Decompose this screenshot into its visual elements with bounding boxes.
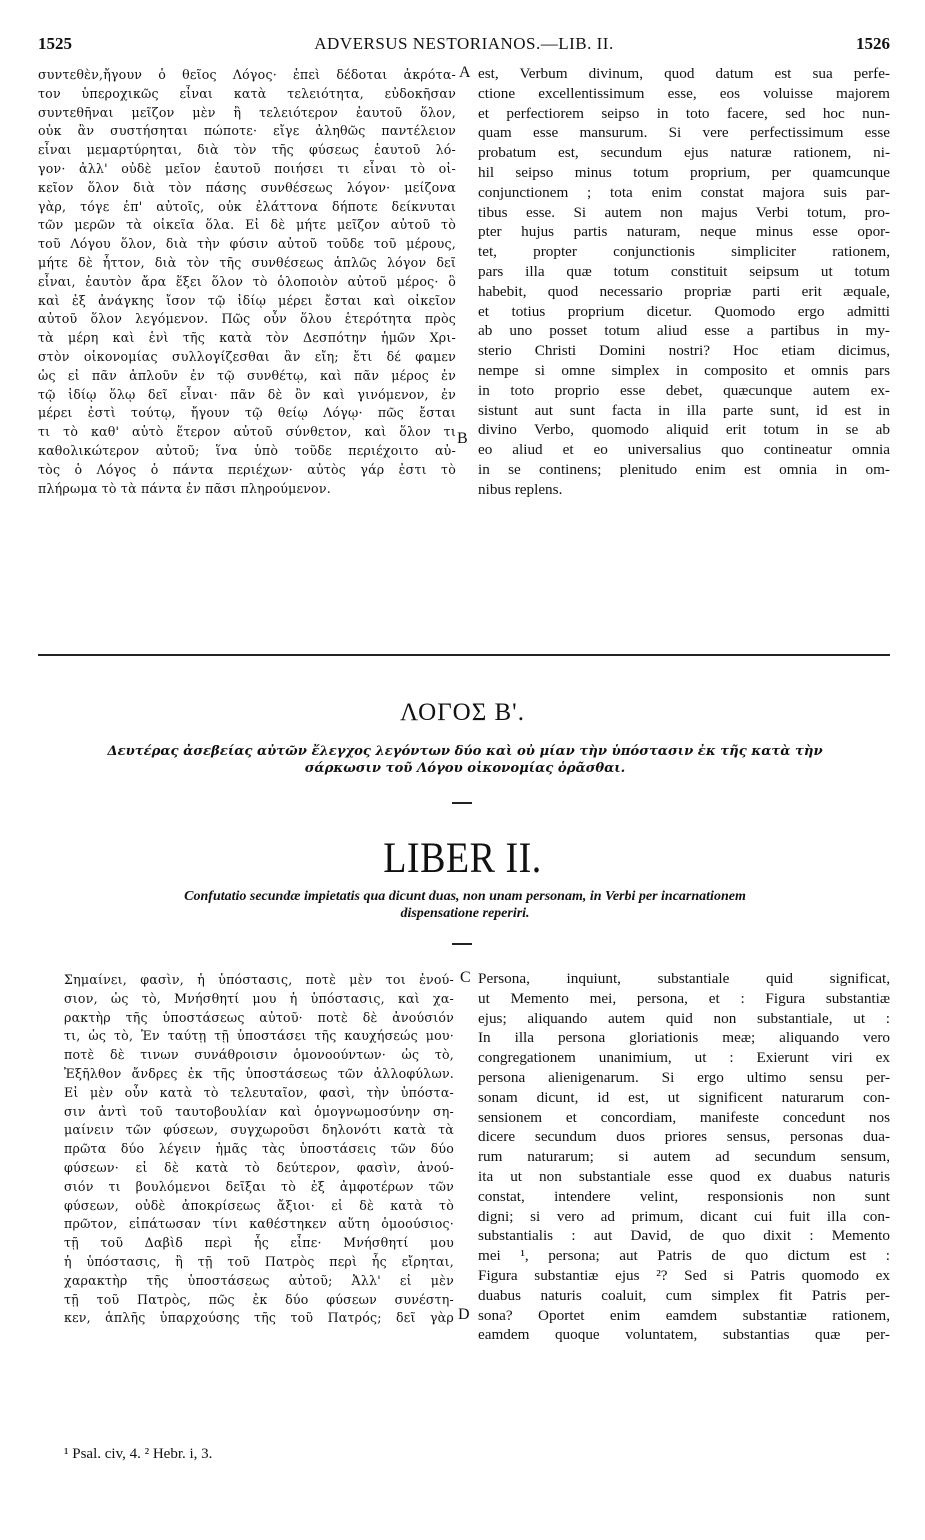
text-line: ejus; aliquando autem quid non substantiale, ut : (478, 1009, 890, 1027)
text-line: στὸν οἰκονομίας συλλογίζεσθαι ἂν εἴη; ἔτι δέ φαμεν (38, 348, 456, 364)
text-line: καὶ ἐξ ἀνάγκης ἴσον τῷ ἰδίῳ μέρει ἔσται καὶ οἰκεῖον (38, 292, 456, 308)
text-line: σιν ἀντὶ τοῦ ταυτοβουλίαν καὶ ὁμογνωμοσύνην ση- (64, 1103, 454, 1119)
text-line: εἶναι μεμαρτύρηται, διὰ τὸν τῆς φύσεως ἑαυτοῦ λό- (38, 142, 456, 158)
running-title: ADVERSUS NESTORIANOS.—LIB. II. (314, 34, 614, 53)
bottom-greek-column (64, 971, 454, 1328)
text-line: persona alienigenarum. Si ergo ultimo sensu per- (478, 1068, 890, 1086)
margin-letter-a: A (459, 64, 471, 81)
margin-letter-c: C (460, 969, 471, 986)
greek-book-subtitle (60, 743, 870, 777)
text-line: Persona, inquiunt, substantiale quid significat, (478, 970, 890, 987)
text-line: rum naturarum; si autem ad secundum sensum, (478, 1148, 890, 1166)
text-line: χαρακτὴρ τῆς ὑποστάσεως αὐτοῦ; Ἀλλ' εἰ μὲν (64, 1272, 454, 1288)
text-line: ρακτὴρ τῆς ὑποστάσεως αὐτοῦ· ποτὲ δὲ ἀνούσιόν (64, 1009, 454, 1025)
text-line: sensionem et concordiam, manifeste concedunt nos (478, 1108, 890, 1126)
subtitle-line: dispensatione reperiri. (400, 905, 530, 921)
text-line: est, Verbum divinum, quod datum est sua perfe- (478, 65, 890, 82)
text-line: conjunctionem ; tota enim constat majora suis par- (478, 183, 890, 201)
text-line: nempe si omne simplex in composito et omnis pars (478, 361, 890, 379)
page-number-left: 1525 (38, 34, 72, 53)
text-line: οὐκ ἂν συστήσηται πώποτε· εἴγε ἀληθῶς παντέλειον (38, 123, 456, 139)
text-line: κεῖον ὅλον διὰ τὸν πάσης συνθέσεως λόγον· μείζονα (38, 179, 456, 195)
text-line: sterio Christi Domini nostri? Hoc etiam dicimus, (478, 342, 890, 360)
text-line: αὐτοῦ ὅλον λεγόμενον. Πῶς οὖν ὅλου ἑτερότητα πρὸς (38, 311, 456, 327)
text-line: ab uno posset totum aliud esse a partibus in my- (478, 322, 890, 340)
text-line: μαίνειν τῶν φύσεων, συγχωροῦσι δηλονότι κατὰ τὰ (64, 1122, 454, 1138)
text-line: εἶναι, ἑαυτὸν ἄρα ἕξει ὅλον τὸ ὁλοποιὸν αὐτοῦ μέρος· ὃ (38, 273, 456, 289)
text-line: sistunt aut sunt facta in illa parte sunt, id est in (478, 401, 890, 419)
text-line: nibus replens. (478, 480, 563, 498)
margin-letter-b: B (457, 430, 468, 447)
text-line: substantialis : aut David, de quo dixit : Memento (478, 1227, 890, 1245)
text-line: et totius proprium dicetur. Quomodo ergo admitti (478, 302, 890, 320)
page-number-right: 1526 (856, 34, 890, 53)
text-line: eo aliud et eo universalius quo contineatur omnia (478, 441, 890, 459)
latin-book-title: LIBER II. (383, 833, 542, 883)
text-line: τι τὸ καθ' αὑτὸ ἕτερον αὐτοῦ σύνθετον, καὶ ὅλον τι (38, 424, 456, 440)
text-line: τὸς ὁ Λόγος ὁ πάντα περιέχων· αὐτὸς γάρ ἐστι τὸ (38, 461, 456, 477)
text-line: συντεθὲν,ἤγουν ὁ θεῖος Λόγος· ἐπεὶ δέδοται ἀκρότα- (38, 67, 456, 82)
text-line: μήτε δὲ ἧττον, διὰ τὸν τῆς συνθέσεως ἁπλῶς λόγον δεῖ (38, 254, 456, 270)
text-line: probatum est, secundum ejus naturæ rationem, ni- (478, 144, 890, 162)
text-line: digni; si vero ad primum, dicant cui fuit illa con- (478, 1207, 890, 1225)
text-line: tibus esse. Si autem non majus Verbi totum, pro- (478, 203, 890, 221)
text-line: ctione excellentissimum esse, eos voluisse majorem (478, 84, 890, 102)
running-header (38, 34, 890, 56)
title-dash (452, 802, 472, 804)
text-line: habebit, quod necessario propriæ parti erit æquale, (478, 282, 890, 300)
text-line: τὰ μέρη καὶ ἑνὶ τῆς κατὰ τὸν Δεσπότην ἡμῶν Χρι- (38, 330, 456, 346)
text-line: dicere secundum duos priores sensus, personas dua- (478, 1128, 890, 1146)
subtitle-line: σάρκωσιν τοῦ Λόγου οἰκονομίας ὁρᾶσθαι. (304, 761, 626, 776)
text-line: γὰρ, τόγε ἐπ' αὐτοῖς, οὐκ ἐλάττονα δήποτε δείκνυται (38, 198, 456, 214)
text-line: καθολικώτερον αὐτοῦ; ἵνα ὑπὸ τοῦδε περιέχοιτο αὐ- (38, 442, 456, 458)
text-line: συντεθῆναι μεῖζον μὲν ἢ τελειότερον ἑαυτοῦ ὅλον, (38, 104, 456, 120)
text-line: ἡ ὑπόστασις, ἢ τῇ τοῦ Πατρὸς περὶ ἧς εἴρηται, (64, 1253, 454, 1269)
text-line: ὡς εἰ πᾶν ἁπλοῦν ἐν τῷ συνθέτῳ, καὶ πᾶν μέρος ἐν (38, 367, 456, 383)
text-line: sona? Oportet enim eamdem substantiæ rationem, (478, 1306, 890, 1324)
text-line: σιον, ὡς τὸ, Μνήσθητί μου ἡ ὑπόστασις, καὶ χα- (64, 990, 454, 1006)
text-line: τῶν μερῶν τὰ οἰκεῖα ὅλα. Εἰ δὲ μήτε μεῖζον αὐτοῦ τὸ (38, 217, 456, 233)
text-line: μέρει ἐστὶ τούτῳ, ἤγουν τῷ θείῳ Λόγῳ· πῶς ἔσται (38, 405, 456, 421)
subtitle-line: Confutatio secundæ impietatis qua dicunt duas, non unam personam, in Verbi per incarnationem (184, 889, 746, 904)
section-divider (38, 654, 890, 656)
text-line: Εἰ μὲν οὖν κατὰ τὸ τελευταῖον, φασὶ, τὴν ὑπόστα- (64, 1084, 454, 1100)
subtitle-line: Δευτέρας ἀσεβείας αὐτῶν ἔλεγχος λεγόντων δύο καὶ οὐ μίαν τὴν ὑπόστασιν ἐκ τῆς κατὰ τὴν (107, 744, 823, 759)
margin-letter-d: D (458, 1306, 470, 1323)
text-line: κεν, ἁπλῆς ὑπαρχούσης τῆς τοῦ Πατρός; δεῖ γὰρ (64, 1310, 454, 1326)
text-line: ita ut non substantiale esse quod ex duabus naturis (478, 1167, 890, 1185)
text-line: pter hujus partis naturam, neque minus esse opor- (478, 223, 890, 241)
text-line: tet, propter conjunctionis simpliciter rationem, (478, 243, 890, 261)
greek-book-title: ΛΟΓΟΣ Β'. (400, 699, 525, 726)
text-line: τι, ὡς τὸ, Ἐν ταύτῃ τῇ ὑποστάσει τῆς καυχήσεώς μου· (64, 1028, 454, 1044)
text-line: quam esse mansurum. Si vere perfectissimum esse (478, 124, 890, 142)
footnotes: ¹ Psal. civ, 4. ² Hebr. i, 3. (64, 1446, 213, 1462)
text-line: constat, intendere velint, responsionis non sunt (478, 1187, 890, 1205)
text-line: γον· ἀλλ' οὐδὲ μεῖον ἑαυτοῦ ποιήσει τι εἶναι τὸ οἰ- (38, 160, 456, 176)
text-line: πρῶτα δύο λέγειν ἡμᾶς τὰς ὑποστάσεις τῶν δύο (64, 1141, 454, 1157)
text-line: τῇ τοῦ Δαβὶδ περὶ ἧς εἶπε· Μνήσθητί μου (64, 1235, 454, 1251)
text-line: pars illa quæ totum constituit seipsum ut totum (478, 262, 890, 280)
text-line: τον ὑπεροχικῶς εἶναι κατὰ τελειότητα, εὐδοκῆσαν (38, 85, 456, 101)
text-line: hil seipso minus totum proprium, per quamcunque (478, 163, 890, 181)
text-line: sonam dicunt, id est, ut significent naturarum con- (478, 1088, 890, 1106)
text-line: Figura substantiæ ejus ²? Sed si Patris quomodo ex (478, 1266, 890, 1284)
text-line: ut Memento mei, persona, et : Figura substantiæ (478, 989, 890, 1007)
text-line: duabus naturis coaluit, cum simplex fit Patris per- (478, 1286, 890, 1304)
text-line: ποτὲ δὲ τινων συνάθροισιν ὁμονοούντων· ὡς τὸ, (64, 1047, 454, 1063)
text-line: φύσεων, οὐδὲ ἀποκρίσεως ἄξιοι· εἰ δὲ κατὰ τὸ (64, 1197, 454, 1213)
top-latin-column (478, 64, 890, 500)
text-line: eamdem quoque voluntatem, substantias quæ per- (478, 1326, 890, 1344)
text-line: in toto proprio esse debet, quæcunque autem ex- (478, 381, 890, 399)
text-line: Ἐξῆλθον ἄνδρες ἐκ τῆς ὑποστάσεως τῶν ἀλλοφύλων. (64, 1065, 454, 1081)
title-dash (452, 943, 472, 945)
bottom-latin-column (478, 969, 890, 1345)
text-line: σιόν τι βουλόμενοι δεῖξαι τὸ ἐξ ἀμφοτέρων τῶν (64, 1178, 454, 1194)
text-line: πρῶτον, εἰπάτωσαν τίνι καθέστηκεν αὕτη ὁμοούσιος· (64, 1216, 454, 1232)
text-line: τοῦ Λόγου ὅλον, διὰ τὴν φύσιν αὐτοῦ τοῦδε τοῦ μέρους, (38, 236, 456, 252)
top-greek-column (38, 66, 456, 498)
text-line: πλήρωμα τὸ τὰ πάντα ἐν πᾶσι πληρούμενον. (38, 480, 331, 496)
text-line: Σημαίνει, φασὶν, ἡ ὑπόστασις, ποτὲ μὲν τοι ἐνού- (64, 972, 454, 987)
text-line: τῷ ἰδίῳ ὅλῳ δεῖ εἶναι· πᾶν δὲ ὂν καὶ γινόμενον, ἐν (38, 386, 456, 402)
text-line: φύσεων· εἰ δὲ κατὰ τὸ δεύτερον, φασὶν, ἀνού- (64, 1159, 454, 1175)
text-line: divino Verbo, quomodo aliquid erit totum in se ab (478, 421, 890, 439)
text-line: mei ¹, persona; aut Patris de quo dictum est : (478, 1247, 890, 1265)
text-line: et perfectiorem seipso in toto facere, sed hoc nun- (478, 104, 890, 122)
latin-book-subtitle (60, 889, 870, 922)
text-line: in se continens; plenitudo enim est omnia in om- (478, 460, 890, 478)
text-line: In illa persona gloriationis meæ; aliquando vero (478, 1029, 890, 1047)
text-line: τῇ τοῦ Πατρὸς, πῶς ἐκ δύο φύσεων συνέστη- (64, 1291, 454, 1307)
text-line: congregationem unanimium, ut : Exierunt viri ex (478, 1049, 890, 1067)
